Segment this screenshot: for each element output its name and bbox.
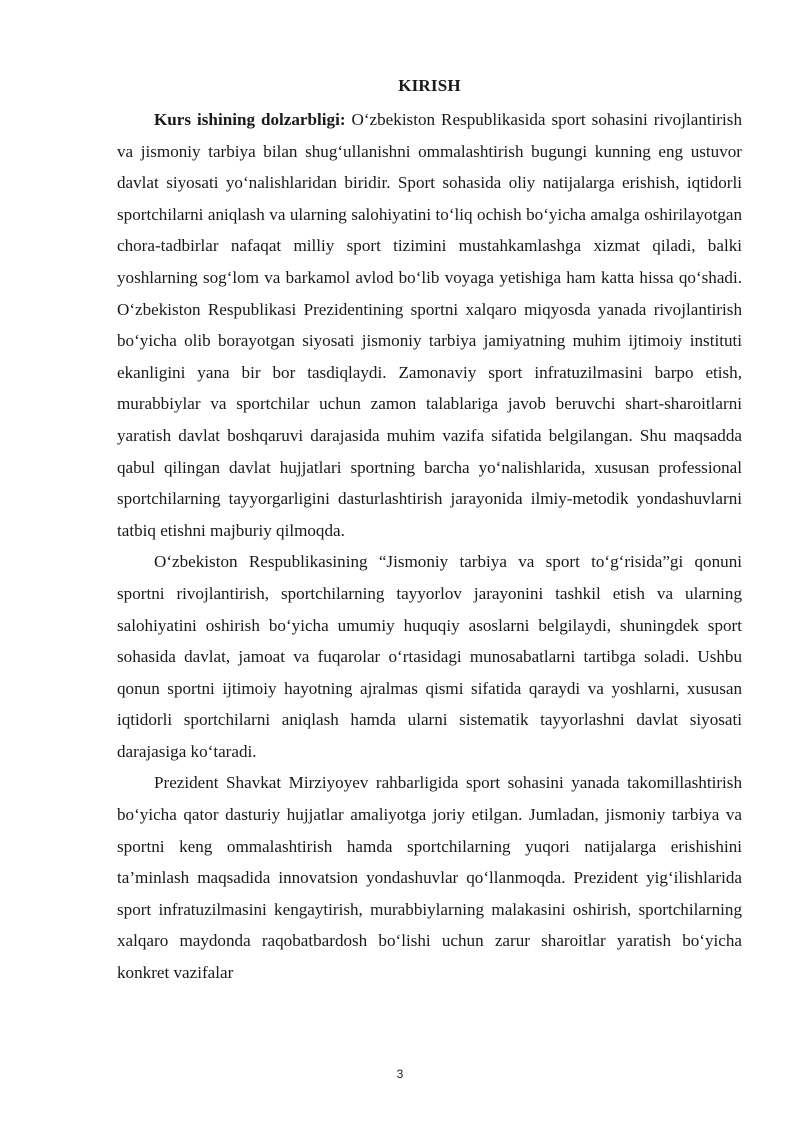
paragraph-law: O‘zbekiston Respublikasining “Jismoniy tarbiya va sport to‘g‘risida”gi qonuni sportni rivojlantirish, sportchilarning tayyorlov jarayonini tashkil etish va ularning salohiyatini oshirish bo‘yicha umumiy huquqiy asoslarni belgilaydi, shuningdek sport sohasida davlat, jamoat va fuqarolar o‘rtasidagi munosabatlarni tartibga soladi. Ushbu qonun sportni ijtimoiy hayotning ajralmas qismi sifatida qaraydi va yoshlarni, xususan iqtidorli sportchilarni aniqlash hamda ularni sistematik tayyorlashni davlat siyosati darajasiga ko‘taradi. — [117, 552, 742, 761]
paragraph-relevance — [117, 104, 742, 546]
paragraph-president: Prezident Shavkat Mirziyoyev rahbarligida sport sohasini yanada takomillashtirish bo‘yicha qator dasturiy hujjatlar amaliyotga joriy etilgan. Jumladan, jismoniy tarbiya va sportni keng ommalashtirish hamda sportchilarning yuqori natijalarga erishishini ta’minlash maqsadida innovatsion yondashuvlar qo‘llanmoqda. Prezident yig‘ilishlarida sport infratuzilmasini kengaytirish, murabbiylarning malakasini oshirish, sportchilarning xalqaro maydonda raqobatbardosh bo‘lishi uchun zarur sharoitlar yaratish bo‘yicha konkret vazifalar — [117, 773, 742, 983]
paragraph-lead: Kurs ishining dolzarbligi: — [154, 110, 346, 129]
section-heading: KIRISH — [398, 76, 461, 95]
page-number: 3 — [396, 1067, 404, 1081]
document-page — [117, 72, 742, 989]
paragraph-text: O‘zbekiston Respublikasida sport sohasini rivojlantirish va jismoniy tarbiya bilan shug‘ullanishni ommalashtirish bugungi kunning eng ustuvor davlat siyosati yo‘nalishlaridan biridir. Sport sohasida oliy natijalarga erishish, iqtidorli sportchilarni aniqlash va ularning salohiyatini to‘liq ochish bo‘yicha amalga oshirilayotgan chora-tadbirlar nafaqat milliy sport tizimini mustahkamlashga xizmat qiladi, balki yoshlarning sog‘lom va barkamol avlod bo‘lib voyaga yetishiga ham katta hissa qo‘shadi. O‘zbekiston Respublikasi Prezidentining sportni xalqaro miqyosda yanada rivojlantirish bo‘yicha olib borayotgan siyosati jismoniy tarbiya jamiyatning muhim ijtimoiy instituti ekanligini yana bir bor tasdiqlaydi. Zamonaviy sport infratuzilmasini barpo etish, murabbiylar va sportchilar uchun zamon talablariga javob beruvchi shart-sharoitlarni yaratish davlat boshqaruvi darajasida muhim vazifa sifatida belgilangan. Shu maqsadda qabul qilingan davlat hujjatlari sportning barcha yo‘nalishlarida, xususan professional sportchilarning tayyorgarligini dasturlashtirish jarayonida ilmiy-metodik yondashuvlarni tatbiq etishni majburiy qilmoqda. — [117, 110, 742, 540]
